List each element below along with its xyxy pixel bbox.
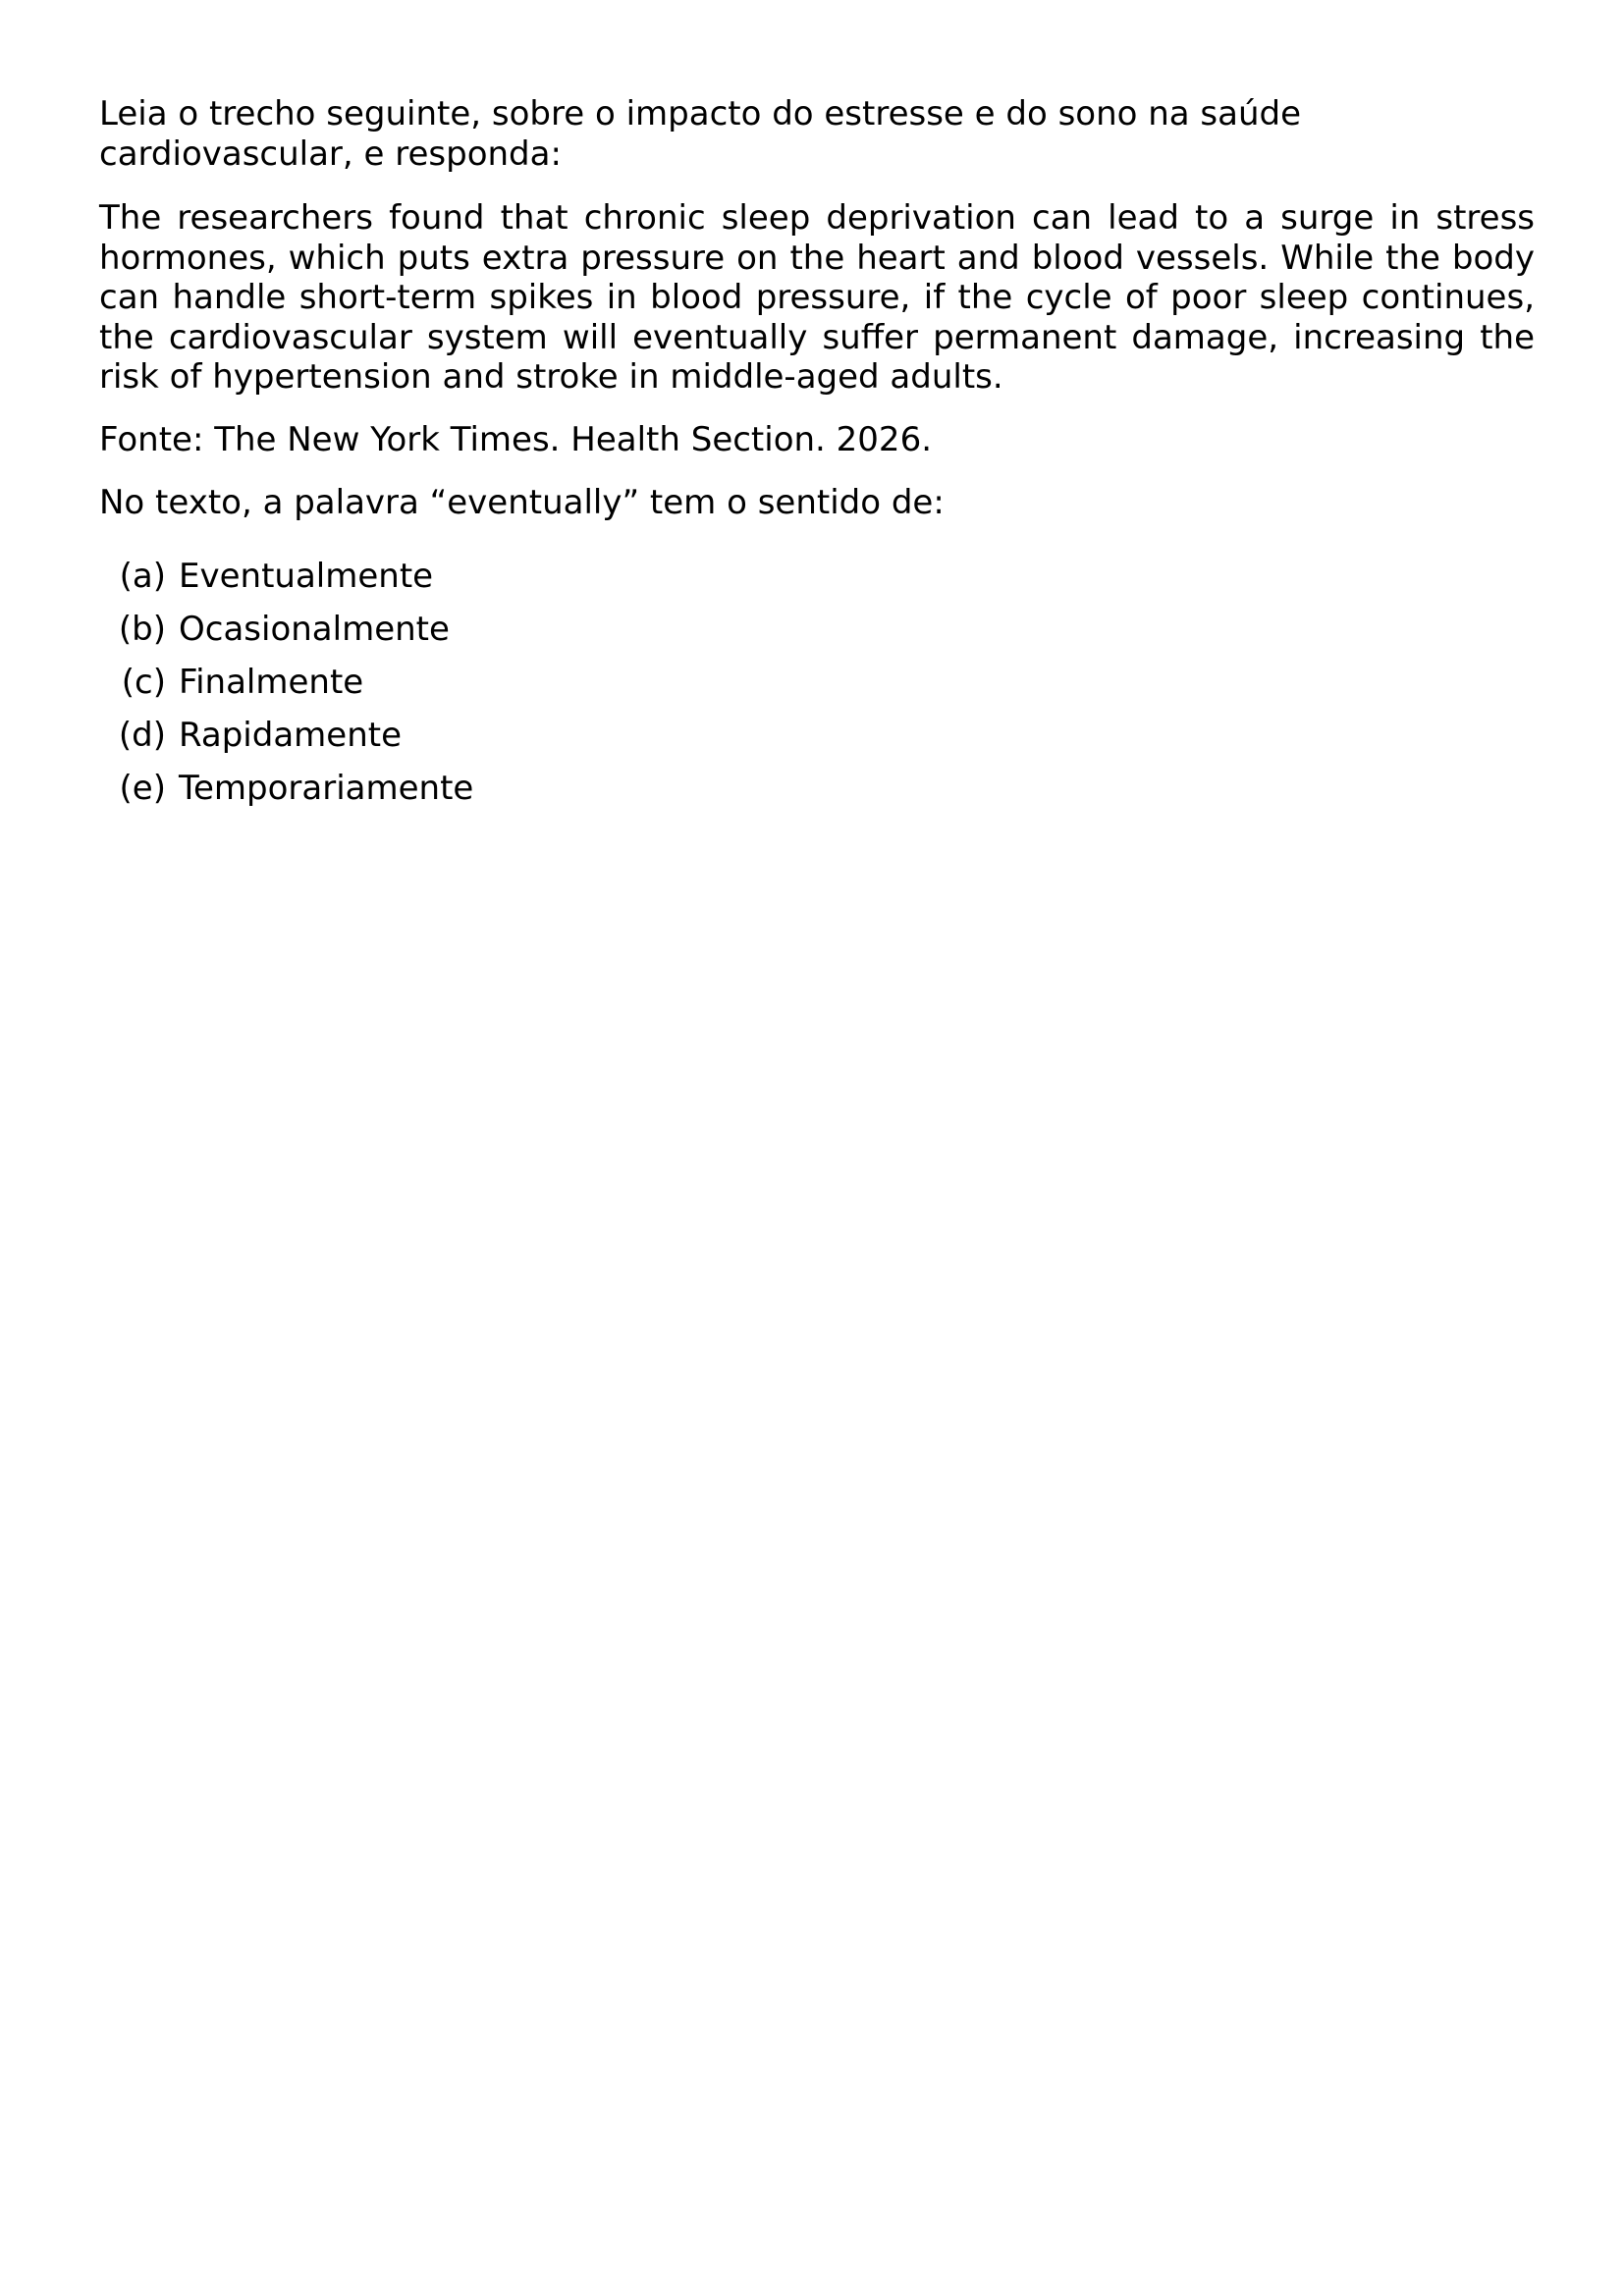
- option-text: Eventualmente: [179, 556, 434, 596]
- question-prompt: No texto, a palavra “eventually” tem o sentido de:: [99, 483, 945, 522]
- answer-options: [99, 557, 1535, 809]
- option-label: (d): [118, 715, 166, 755]
- option-a[interactable]: [99, 557, 1535, 597]
- option-label: (c): [121, 662, 166, 702]
- passage-source: Fonte: The New York Times. Health Section. 2026.: [99, 419, 933, 459]
- option-text: Finalmente: [179, 662, 364, 702]
- option-label: (e): [119, 768, 166, 808]
- question-intro: Leia o trecho seguinte, sobre o impacto do estresse e do sono na saúde cardiovascular, e responda:: [99, 94, 1302, 174]
- exam-question: [99, 94, 1535, 822]
- option-label: (a): [119, 556, 166, 596]
- option-c[interactable]: [99, 663, 1535, 703]
- option-b[interactable]: [99, 610, 1535, 650]
- option-e[interactable]: [99, 769, 1535, 809]
- reading-passage: The researchers found that chronic sleep deprivation can lead to a surge in stress hormones, which puts extra pressure on the heart and blood vessels. While the body can handle short-term spikes in blood pressure, if the cycle of poor sleep continues, the cardiovascular system will eventually suffer permanent damage, increasing the risk of hypertension and stroke in middle-aged adults.: [99, 198, 1535, 397]
- option-text: Temporariamente: [179, 768, 474, 808]
- option-text: Ocasionalmente: [179, 609, 450, 649]
- option-label: (b): [118, 609, 166, 649]
- option-text: Rapidamente: [179, 715, 402, 755]
- option-d[interactable]: [99, 716, 1535, 756]
